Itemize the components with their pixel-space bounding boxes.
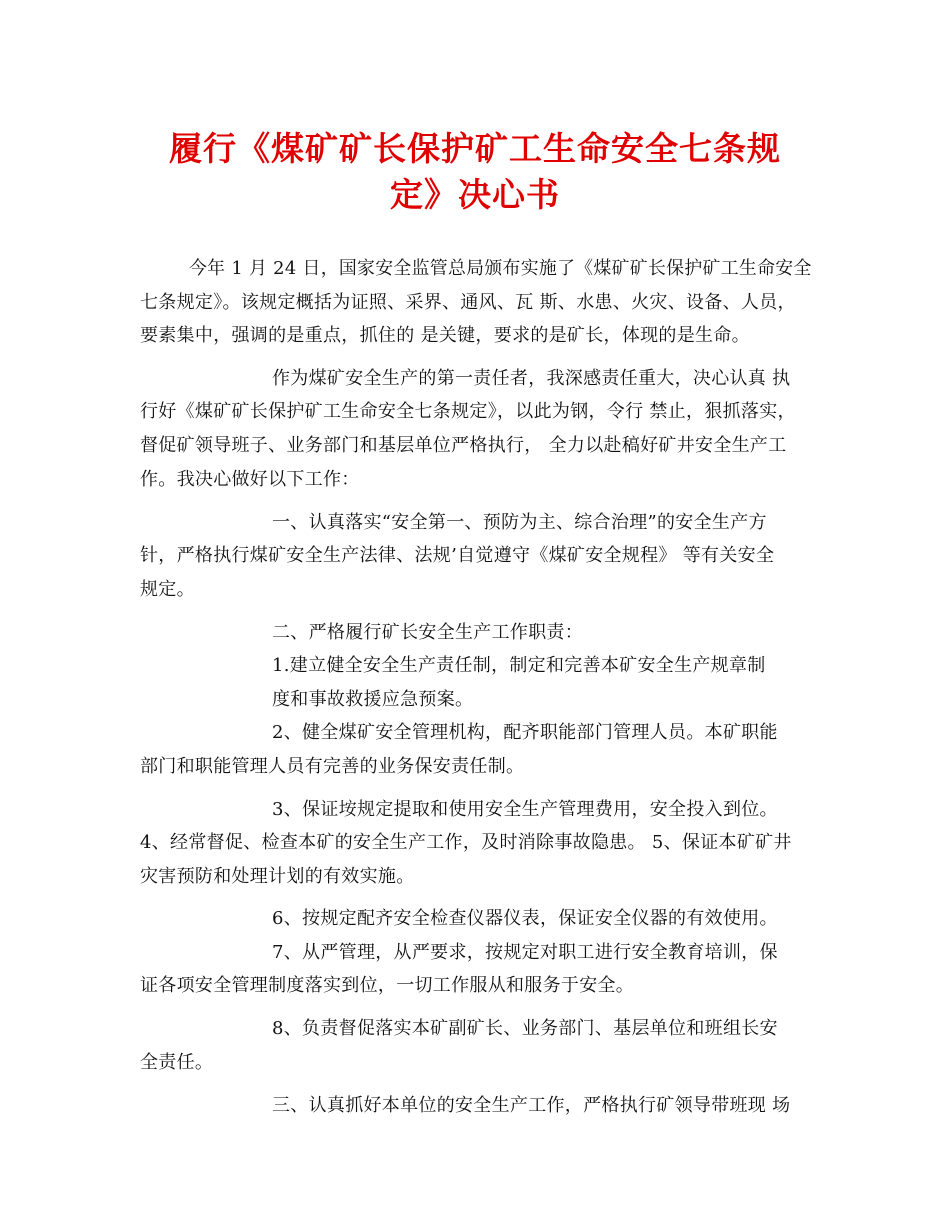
body-line: 规定。 (140, 579, 195, 600)
body-line: 督促矿领导班子、业务部门和基层单位严格执行， 全力以赴稿好矿井安全生产工 (140, 435, 787, 456)
body-line: 三、认真抓好本单位的安全生产工作，严格执行矿领导带班现 场 (272, 1095, 791, 1116)
body-line: 2、健全煤矿安全管理机构，配齐职能部门管理人员。本矿职能 (272, 722, 778, 743)
body-line: 一、认真落实“安全第一、预防为主、综合治理”的安全生产方 (272, 512, 767, 533)
body-line: 3、保证垵规定提取和使用安全生产管理费用，安全投入到位。 (272, 799, 778, 820)
body-line: 灾害预防和处理计划的有效实施。 (140, 866, 415, 887)
body-line: 针，严格执行煤矿安全生产法律、法规’自觉遵守《煤矿安全规程》 等有关安全 (140, 545, 775, 566)
body-line: 部门和职能管理人员有完善的业务保安责任制。 (140, 756, 525, 777)
body-line: 7、从严管理，从严要求，按规定对职工进行安全教育培训，保 (272, 942, 778, 963)
body-line: 4、经常督促、检查本矿的安全生产工作，及时消除事故隐患。 5、保证本矿矿井 (140, 832, 792, 853)
body-line: 1.建立健全安全生产责任制，制定和完善本矿安全生产规章制 (272, 655, 766, 676)
body-line: 证各项安全管理制度落实到位，一切工作服从和服务于安全。 (140, 975, 635, 996)
body-line: 作为煤矿安全生产的第一责任者，我深感责任重大，决心认真 执 (272, 368, 791, 389)
body-line: 全责任。 (140, 1052, 214, 1073)
body-line: 二、严格履行矿长安全生产工作职责： (272, 622, 584, 643)
document-title-line-2: 定》决心书 (390, 175, 560, 214)
body-line: 今年 1 月 24 日，国家安全监管总局颁布实施了《煤矿矿长保护矿工生命安全 (189, 258, 812, 279)
body-line: 七条规定》。该规定概括为证照、采界、通风、瓦 斯、水患、火灾、设备、人员， (140, 292, 796, 313)
body-line: 8、负责督促落实本矿副矿长、业务部门、基层单位和班组长安 (272, 1018, 778, 1039)
body-line: 要素集中，强调的是重点，抓住的 是关键，要求的是矿长，体现的是生命。 (140, 325, 750, 346)
body-line: 度和事故救援应急预案。 (272, 689, 474, 710)
body-line: 行好《煤矿矿长保护矿工生命安全七条规定》，以此为钢，令行 禁止，狠抓落实， (140, 401, 796, 422)
body-line: 作。我决心做好以下工作： (140, 469, 360, 490)
document-title-line-1: 履行《煤矿矿长保护矿工生命安全七条规 (169, 129, 781, 168)
body-line: 6、按规定配齐安全检查仪器仪表，保证安全仪器的有效使用。 (272, 908, 778, 929)
